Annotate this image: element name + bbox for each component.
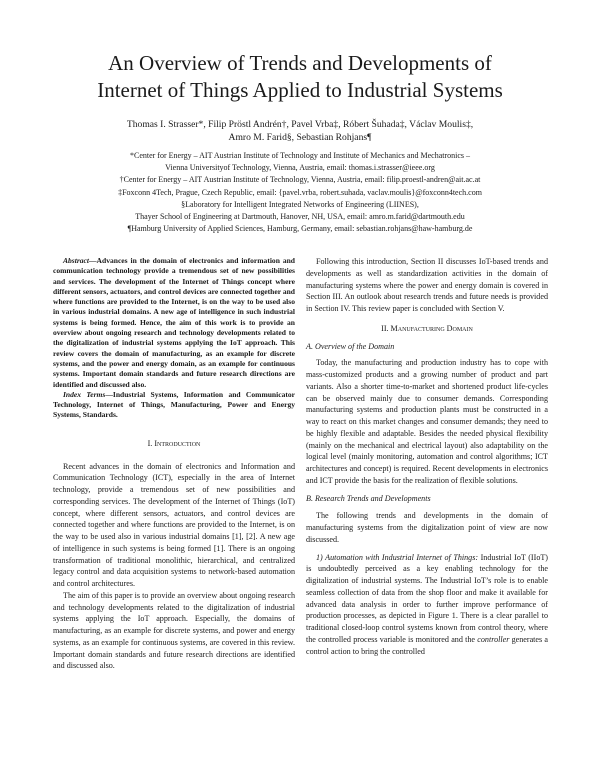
index-terms	[53, 390, 295, 421]
abstract-text: —Advances in the domain of electronics and information and communication technology provide a tremendous set of new possibilities and services. The development of the Internet of Things concept where different sensors, actuators, and control devices are connected together and where functions are provided to the Internet, is on the way to be used also in various industrial domains. A new age of intelligence in such industrial systems is being formed. Hence, the aim of this work is to provide an overview about ongoing research and technology developments related to the digitalization of industrial systems applying the IoT approach. This review covers the domain of manufacturing, as an example for discrete systems, and the power and energy domain, as an example for continuous systems. Important domain standards and future research directions are identified and discussed also.	[53, 256, 295, 389]
intro-paragraph: Recent advances in the domain of electronics and Information and Communication Technology (ICT), especially in the area of Internet technology, provide a tremendous set of new possibilities and corresponding services. The development of the Internet of Things (IoT) concept, where different sensors, actuators, and control devices are connected together and where functions are provided to the Internet, is on the way to be used also in various industrial domains [1], [2]. A new age of intelligence in such systems is being formed [1]. There is an ongoing transformation of traditional monolithic, hierarchical, and centralized legacy control and data acquisition systems to network-based automation and control architectures.	[53, 461, 295, 588]
abstract-label: Abstract	[63, 256, 89, 265]
affiliation-line: *Center for Energy – AIT Austrian Institute of Technology and Institute of Mechanics and Mechatronics –	[129, 151, 471, 160]
index-terms-text: —Industrial Systems, Information and Communicator Technology, Internet of Things, Manufacturing, Power and Energy Systems, Standards.	[53, 389, 295, 420]
section-heading-text: II. Manufacturing Domain	[381, 323, 473, 333]
section-heading-manufacturing	[306, 323, 548, 335]
author-line: Thomas I. Strasser*, Filip Pröstl Andrén†, Pavel Vrba‡, Róbert Šuhada‡, Václav Moulis‡,	[126, 119, 474, 130]
abstract	[53, 256, 295, 390]
title-line: An Overview of Trends and Developments of	[108, 51, 492, 75]
intro-paragraph: The aim of this paper is to provide an overview about ongoing research and technology developments related to the digitalization of industrial systems applying the IoT approach. Especially, the domains of manufacturing, as an example for discrete systems, and power and energy systems, as an example for continuous systems, are covered in this review. Important domain standards and future research directions are identified and discussed also.	[53, 590, 295, 671]
paper-title	[40, 50, 560, 104]
index-terms-label: Index Terms	[63, 389, 106, 399]
trends-paragraph: The following trends and developments in the domain of manufacturing systems from the digitalization point of view are now discussed.	[306, 511, 548, 544]
affiliation-line: §Laboratory for Intelligent Integrated Networks of Engineering (LIINES),	[181, 199, 419, 209]
iiot-paragraph	[306, 552, 548, 658]
affiliation-line: Vienna Universityof Technology, Vienna, Austria, email: thomas.i.strasser@ieee.org	[165, 163, 435, 173]
title-line: Internet of Things Applied to Industrial Systems	[97, 78, 503, 102]
affiliation-line: Thayer School of Engineering at Dartmouth, Hanover, NH, USA, email: amro.m.farid@dartmouth.edu	[135, 212, 465, 222]
affiliation-list	[60, 150, 540, 235]
author-line: Amro M. Farid§, Sebastian Rohjans¶	[228, 132, 372, 143]
right-column	[306, 256, 548, 657]
outline-paragraph: Following this introduction, Section II discusses IoT-based trends and developments as well as standardization activities in the domain of manufacturing systems where the power and energy domain is covered in Section III. An outlook about research trends and future needs is provided in Section IV. This review paper is concluded with Section V.	[306, 257, 548, 313]
affiliation-line: ¶Hamburg University of Applied Sciences, Hamburg, Germany, email: sebastian.rohjans@haw-hamburg.de	[127, 224, 473, 234]
author-list	[60, 118, 540, 144]
affiliation-line: ‡Foxconn 4Tech, Prague, Czech Republic, email: {pavel.vrba, robert.suhada, vaclav.moulis}@foxconn4tech.com	[118, 187, 482, 197]
affiliation-line: †Center for Energy – AIT Austrian Institute of Technology, Vienna, Austria, email: filip.proestl-andren@ait.ac.at	[119, 175, 481, 185]
subsection-heading-overview: A. Overview of the Domain	[306, 341, 395, 351]
iiot-text-end: generates a control action to bring the controlled	[306, 634, 549, 656]
section-heading-text: I. Introduction	[147, 438, 201, 448]
subsection-heading-research-trends: B. Research Trends and Developments	[306, 493, 431, 503]
left-column	[53, 256, 295, 672]
iiot-text: Industrial IoT (IIoT) is undoubtedly perceived as a key enabling technology for the digitalization of industrial systems. The Industrial IoT’s role is to enable seamless collection of data from the shop floor and make it available for advanced data analysis in order to further improve performance of production processes, as depicted in Figure 1. There is a clear parallel to traditional closed-loop control systems known from control theory, where the controlled process variable is monitored and the	[306, 552, 549, 644]
overview-paragraph: Today, the manufacturing and production industry has to cope with mass-customized products and a growing number of product and part variants. Also a shorter time-to-market and shortened product life-cycles can be observed mainly due to consumer demands. Corresponding manufacturing systems and production plants must be constructed in a way to react on this market changes and consumer demands; they need to be highly flexible and adaptable. Besides the needed physical flexibility (mainly on the mechanical and electrical layout) also adaptability on the logical level (mainly monitoring, automation and control algorithms; ICT architectures and concept) is required. Recent developments in electronics and ICT provide the basis for the realization of flexible solutions.	[306, 358, 548, 485]
section-heading-introduction	[53, 438, 295, 450]
iiot-emphasis: controller	[477, 634, 510, 644]
iiot-heading: 1) Automation with Industrial Internet of Things:	[316, 552, 479, 562]
